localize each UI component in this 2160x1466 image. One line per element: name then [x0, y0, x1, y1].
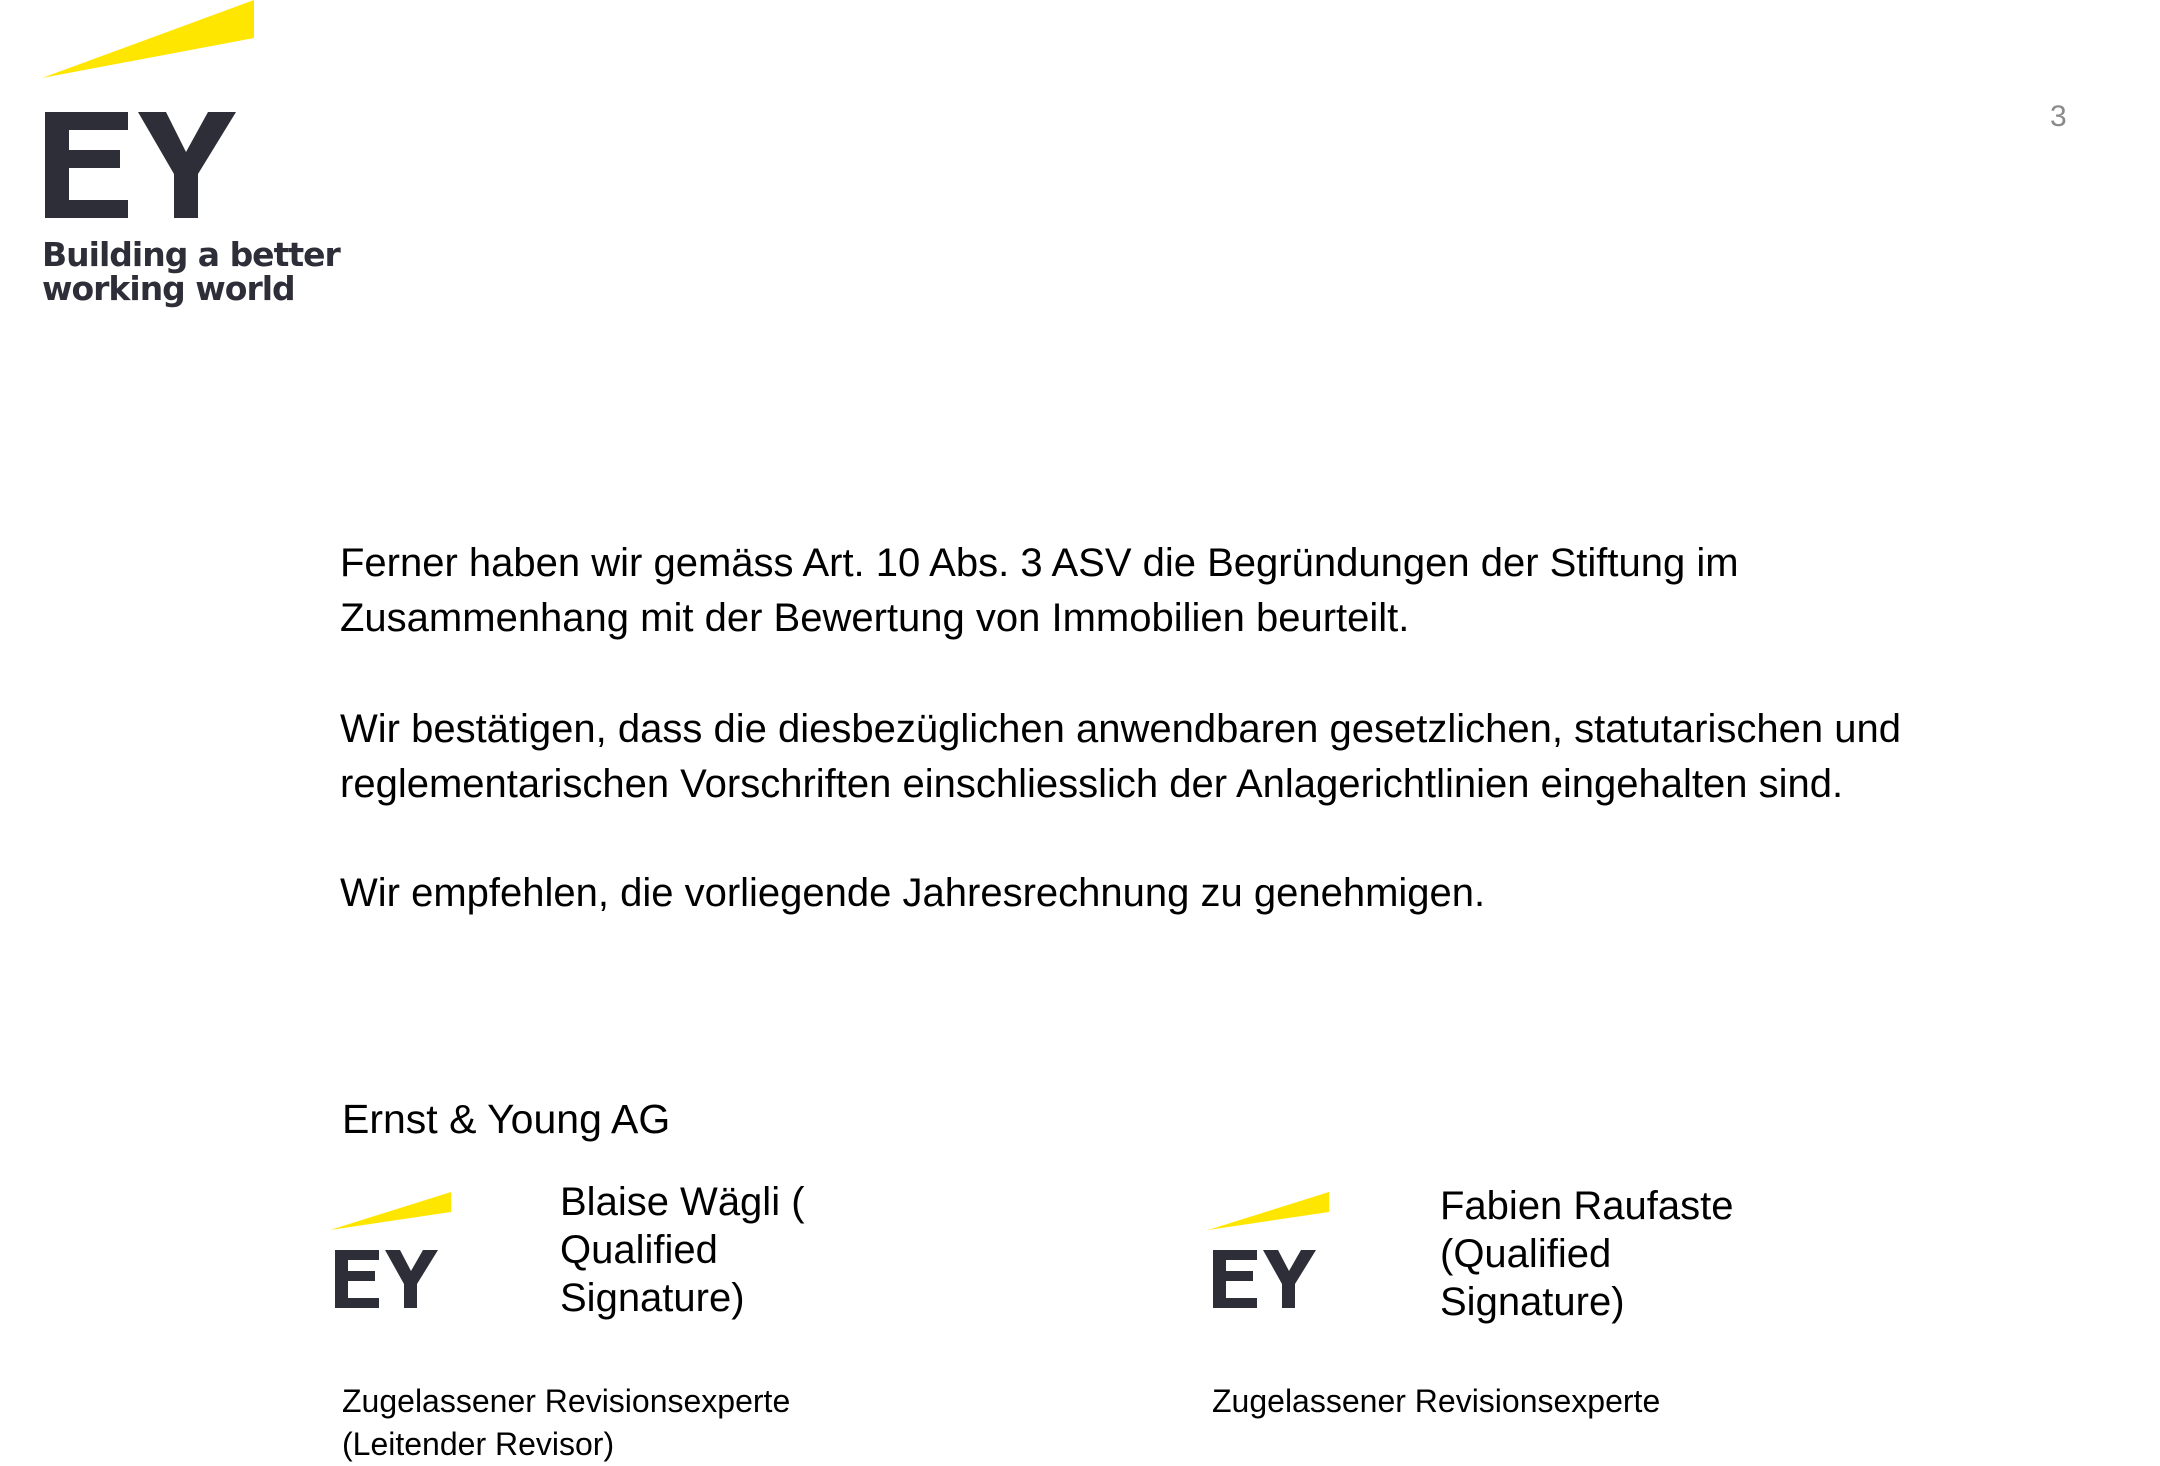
- ey-logo-mark: [330, 1186, 455, 1316]
- signer-title-line: (Leitender Revisor): [342, 1426, 615, 1462]
- logo-letter-e: [1213, 1250, 1257, 1308]
- logo-letter-e: [45, 112, 128, 218]
- signer-name-2: [1440, 1182, 1734, 1326]
- signer-name-line: Fabien Raufaste: [1440, 1184, 1734, 1228]
- signature-logo-2: [1208, 1186, 1333, 1316]
- paragraph-line: Wir empfehlen, die vorliegende Jahresrechnung zu genehmigen.: [340, 871, 1486, 915]
- logo-beam: [1208, 1192, 1329, 1230]
- paragraph-recommendation: [340, 866, 1485, 921]
- logo-letter-e: [335, 1250, 379, 1308]
- paragraph-valuation: [340, 536, 1739, 646]
- paragraph-line: Zusammenhang mit der Bewertung von Immobilien beurteilt.: [340, 596, 1410, 640]
- tagline-line-2: working world: [42, 269, 295, 308]
- logo-letter-y: [1263, 1250, 1316, 1308]
- logo-letter-y: [385, 1250, 438, 1308]
- tagline-line-1: Building a better: [42, 235, 340, 274]
- ey-logo: [42, 0, 340, 320]
- paragraph-line: reglementarischen Vorschriften einschliesslich der Anlagerichtlinien eingehalten sind.: [340, 762, 1844, 806]
- ey-logo-mark: [1208, 1186, 1333, 1316]
- logo-beam: [330, 1192, 451, 1230]
- signer-name-line: (Qualified: [1440, 1232, 1612, 1276]
- signer-name-line: Signature): [1440, 1280, 1625, 1324]
- signature-logo-1: [330, 1186, 455, 1316]
- page-number: 3: [2050, 100, 2067, 133]
- ey-logo-mark: [42, 0, 282, 230]
- signer-name-line: Blaise Wägli (: [560, 1180, 805, 1224]
- logo-beam: [42, 0, 254, 78]
- signer-title-1: [342, 1380, 790, 1466]
- signer-name-1: [560, 1178, 805, 1322]
- signer-title-2: [1212, 1380, 1660, 1423]
- firm-name: Ernst & Young AG: [342, 1096, 671, 1142]
- signer-name-line: Signature): [560, 1276, 745, 1320]
- logo-letter-y: [138, 112, 236, 218]
- signer-name-line: Qualified: [560, 1228, 718, 1272]
- paragraph-line: Ferner haben wir gemäss Art. 10 Abs. 3 ASV die Begründungen der Stiftung im: [340, 541, 1739, 585]
- signer-title-line: Zugelassener Revisionsexperte: [1212, 1383, 1661, 1419]
- paragraph-line: Wir bestätigen, dass die diesbezüglichen anwendbaren gesetzlichen, statutarischen und: [340, 707, 1901, 751]
- paragraph-compliance: [340, 702, 1901, 812]
- signer-title-line: Zugelassener Revisionsexperte: [342, 1383, 791, 1419]
